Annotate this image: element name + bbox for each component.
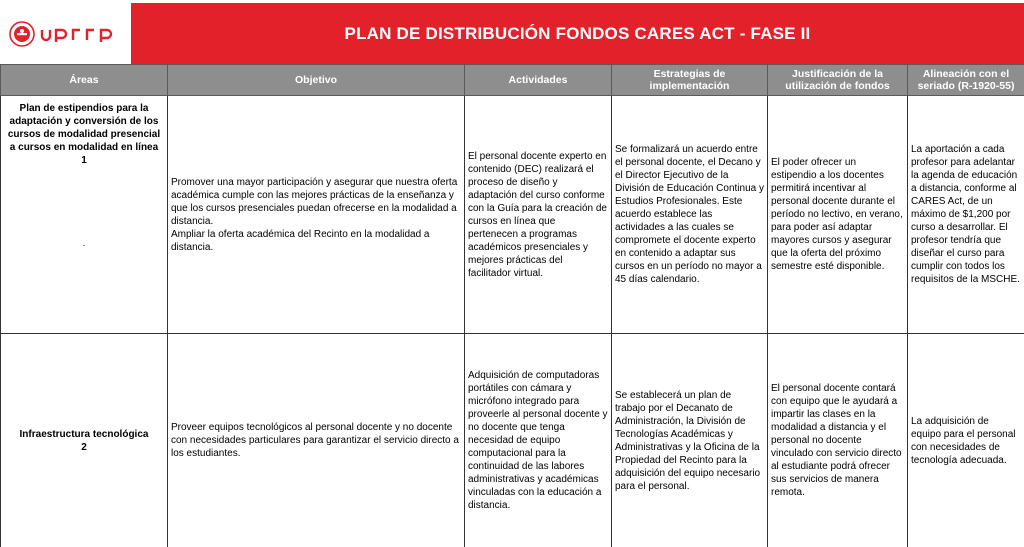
logo xyxy=(0,0,131,64)
uprrp-wordmark xyxy=(40,25,126,43)
column-header-areas: Áreas xyxy=(1,65,168,96)
document-title: PLAN DE DISTRIBUCIÓN FONDOS CARES ACT - FASE II xyxy=(344,23,811,43)
alineacion-cell: La aportación a cada profesor para adelantar la agenda de educación a distancia, conforme al CARES Act, de un máximo de $1,200 por curso a desarrollar. El profesor tendría que diseñar el curso para cumplir con todos los requisitos de la MSCHE. xyxy=(908,96,1024,334)
title-bar xyxy=(131,3,1024,64)
table-header-row xyxy=(1,65,1024,96)
estrategias-cell: Se formalizará un acuerdo entre el personal docente, el Decano y el Director Ejecutivo de la División de Educación Continua y Estudios Profesionales. Este acuerdo establece las actividades a las cuales se compromete el docente experto en contenido a adaptar sus cursos en un período no mayor a 45 días calendario. xyxy=(612,96,768,334)
document-header xyxy=(0,0,1024,64)
table-row xyxy=(1,96,1024,334)
area-note: . xyxy=(82,238,86,249)
area-cell xyxy=(1,96,168,334)
objetivo-paragraph: Promover una mayor participación y asegurar que nuestra oferta académica cumple con las mejores prácticas de la enseñanza y que los cursos presenciales puedan ofrecerse en la modalidad a distancia. xyxy=(171,176,458,227)
objetivo-paragraph: Ampliar la oferta académica del Recinto en la modalidad a distancia. xyxy=(171,228,430,253)
area-cell xyxy=(1,334,168,547)
column-header-justificacion: Justificación de la utilización de fondos xyxy=(768,65,908,96)
objetivo-cell: Proveer equipos tecnológicos al personal docente y no docente con necesidades particulares para garantizar el servicio directo a los estudiantes. xyxy=(168,334,465,547)
actividades-cell: El personal docente experto en contenido (DEC) realizará el proceso de diseño y adaptación del curso conforme con la Guía para la creación de cursos en línea que pertenecen a programas académicos presenciales y mejores prácticas del facilitador virtual. xyxy=(465,96,612,334)
column-header-alineacion: Alineación con el seriado (R-1920-55) xyxy=(908,65,1024,96)
column-header-actividades: Actividades xyxy=(465,65,612,96)
actividades-cell: Adquisición de computadoras portátiles con cámara y micrófono integrado para proveerle al personal docente y no docente que tenga necesidad de equipo computacional para la continuidad de las labores administrativas y académicas vinculadas con la educación a distancia. xyxy=(465,334,612,547)
column-header-objetivo: Objetivo xyxy=(168,65,465,96)
table-row xyxy=(1,334,1024,547)
area-number: 1 xyxy=(81,155,87,166)
area-number: 2 xyxy=(81,441,87,453)
area-title: Plan de estipendios para la adaptación y conversión de los cursos de modalidad presencial a cursos en modalidad en línea xyxy=(7,103,161,153)
justificacion-cell: El poder ofrecer un estipendio a los docentes permitirá incentivar al personal docente durante el período no lectivo, en verano, para poder así adaptar mayores cursos y asegurar que la oferta del próximo semestre esté disponible. xyxy=(768,96,908,334)
distribution-table xyxy=(0,64,1024,547)
distribution-table-container xyxy=(0,64,1024,547)
estrategias-cell: Se establecerá un plan de trabajo por el Decanato de Administración, la División de Tecnologías Académicas y Administrativas y la Oficina de la Propiedad del Recinto para la adquisición del equipo necesario para el personal. xyxy=(612,334,768,547)
justificacion-cell: El personal docente contará con equipo que le ayudará a impartir las clases en la modalidad a distancia y el personal no docente vinculado con servicio directo al estudiante podrá ofrecer sus servicios de manera remota. xyxy=(768,334,908,547)
alineacion-cell: La adquisición de equipo para el personal con necesidades de tecnología adecuada. xyxy=(908,334,1024,547)
objetivo-cell xyxy=(168,96,465,334)
seal-icon xyxy=(9,21,35,47)
area-title: Infraestructura tecnológica xyxy=(19,428,149,440)
column-header-estrategias: Estrategias de implementación xyxy=(612,65,768,96)
